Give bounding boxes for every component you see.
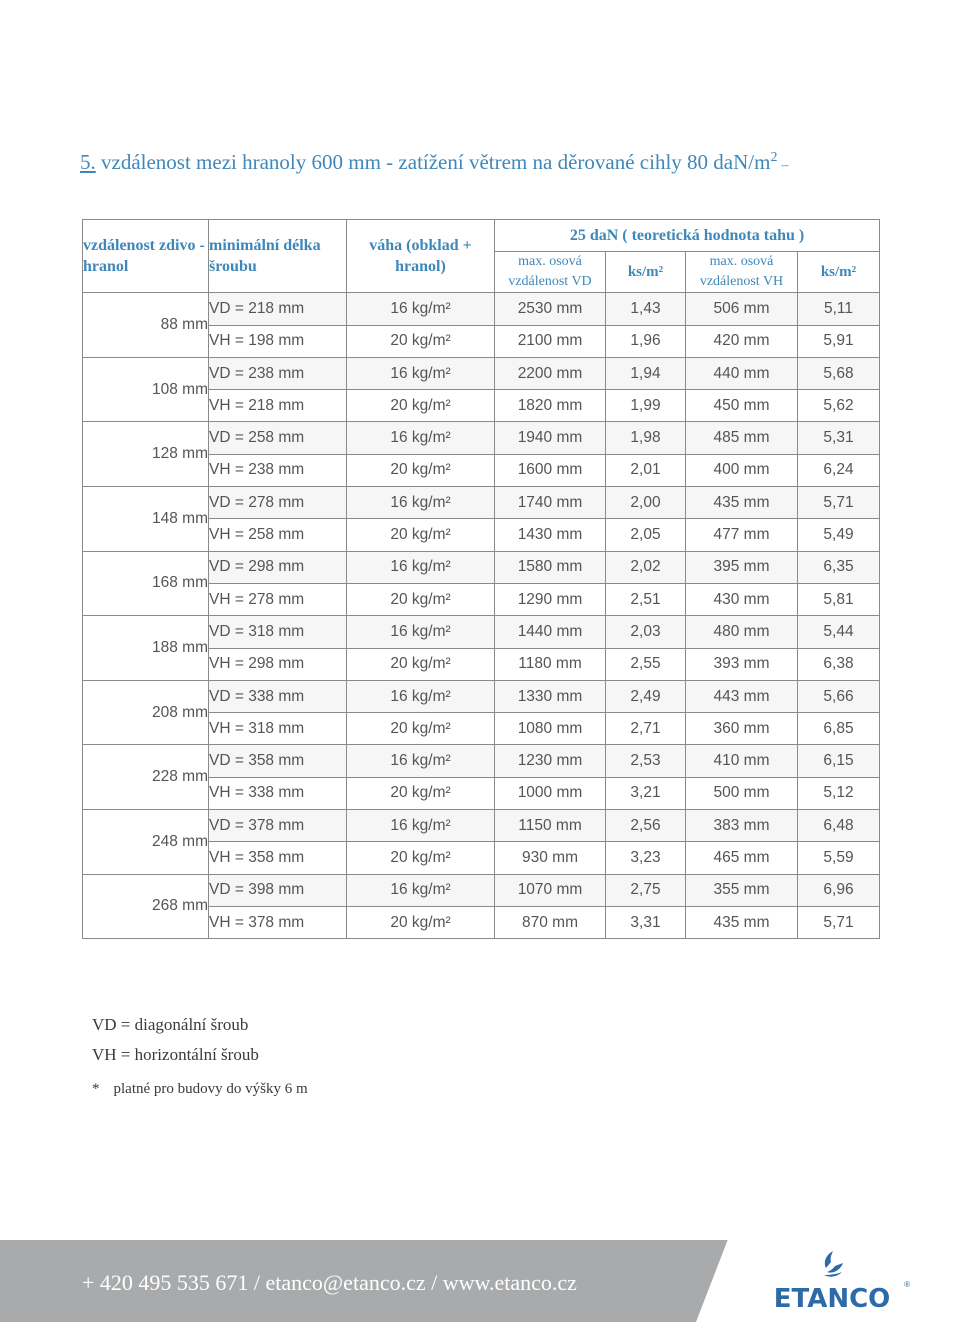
cell-max-vh: 435 mm xyxy=(686,906,798,938)
table-row xyxy=(83,422,880,454)
cell-max-vd: 870 mm xyxy=(495,906,606,938)
cell-vaha: 16 kg/m² xyxy=(347,422,495,454)
cell-min-delka: VD = 318 mm xyxy=(209,616,347,648)
cell-max-vd: 1080 mm xyxy=(495,713,606,745)
cell-max-vd: 1330 mm xyxy=(495,680,606,712)
header-ks-2: ks/m² xyxy=(798,252,880,293)
cell-ks-vd: 2,01 xyxy=(606,454,686,486)
cell-zdivo: 188 mm xyxy=(83,616,209,681)
cell-min-delka: VD = 358 mm xyxy=(209,745,347,777)
legend-vh: VH = horizontální šroub xyxy=(92,1045,259,1064)
cell-max-vd: 2100 mm xyxy=(495,325,606,357)
cell-max-vd: 1440 mm xyxy=(495,616,606,648)
cell-ks-vd: 2,03 xyxy=(606,616,686,648)
title-superscript: 2 xyxy=(770,150,778,165)
cell-zdivo: 228 mm xyxy=(83,745,209,810)
cell-ks-vh: 5,62 xyxy=(798,390,880,422)
cell-vaha: 16 kg/m² xyxy=(347,745,495,777)
header-group: 25 daN ( teoretická hodnota tahu ) xyxy=(495,220,880,252)
cell-min-delka: VH = 298 mm xyxy=(209,648,347,680)
cell-max-vd: 2200 mm xyxy=(495,357,606,389)
cell-zdivo: 128 mm xyxy=(83,422,209,487)
cell-zdivo: 268 mm xyxy=(83,874,209,939)
logo-wordmark: ETANCO xyxy=(773,1284,891,1314)
section-number: 5. xyxy=(80,150,96,174)
cell-min-delka: VH = 278 mm xyxy=(209,583,347,615)
table-row xyxy=(83,680,880,712)
cell-max-vd: 1940 mm xyxy=(495,422,606,454)
cell-vaha: 20 kg/m² xyxy=(347,713,495,745)
cell-vaha: 16 kg/m² xyxy=(347,810,495,842)
cell-ks-vd: 2,56 xyxy=(606,810,686,842)
cell-vaha: 16 kg/m² xyxy=(347,551,495,583)
cell-vaha: 20 kg/m² xyxy=(347,390,495,422)
cell-ks-vd: 2,53 xyxy=(606,745,686,777)
cell-min-delka: VD = 338 mm xyxy=(209,680,347,712)
cell-ks-vd: 3,21 xyxy=(606,777,686,809)
table-row xyxy=(83,616,880,648)
cell-max-vd: 1820 mm xyxy=(495,390,606,422)
cell-vaha: 16 kg/m² xyxy=(347,487,495,519)
cell-ks-vd: 2,55 xyxy=(606,648,686,680)
cell-ks-vh: 6,24 xyxy=(798,454,880,486)
cell-ks-vh: 5,66 xyxy=(798,680,880,712)
cell-vaha: 16 kg/m² xyxy=(347,680,495,712)
etanco-logo-icon xyxy=(762,1250,910,1314)
cell-min-delka: VD = 398 mm xyxy=(209,874,347,906)
table-row xyxy=(83,487,880,519)
cell-vaha: 20 kg/m² xyxy=(347,454,495,486)
cell-vaha: 16 kg/m² xyxy=(347,874,495,906)
cell-ks-vd: 2,51 xyxy=(606,583,686,615)
cell-ks-vh: 6,96 xyxy=(798,874,880,906)
cell-vaha: 20 kg/m² xyxy=(347,906,495,938)
title-trail: – xyxy=(781,158,789,173)
legend-vd: VD = diagonální šroub xyxy=(92,1015,249,1034)
cell-ks-vd: 2,71 xyxy=(606,713,686,745)
cell-vaha: 16 kg/m² xyxy=(347,293,495,325)
table-row xyxy=(83,874,880,906)
cell-ks-vh: 6,38 xyxy=(798,648,880,680)
cell-zdivo: 148 mm xyxy=(83,487,209,552)
cell-max-vh: 485 mm xyxy=(686,422,798,454)
cell-ks-vd: 1,99 xyxy=(606,390,686,422)
cell-max-vd: 1150 mm xyxy=(495,810,606,842)
cell-max-vh: 395 mm xyxy=(686,551,798,583)
cell-ks-vh: 5,44 xyxy=(798,616,880,648)
cell-vaha: 20 kg/m² xyxy=(347,842,495,874)
data-table xyxy=(82,219,880,939)
cell-zdivo: 88 mm xyxy=(83,293,209,358)
cell-max-vh: 450 mm xyxy=(686,390,798,422)
cell-min-delka: VD = 238 mm xyxy=(209,357,347,389)
cell-min-delka: VD = 378 mm xyxy=(209,810,347,842)
cell-ks-vh: 6,48 xyxy=(798,810,880,842)
cell-ks-vh: 5,59 xyxy=(798,842,880,874)
cell-max-vd: 1000 mm xyxy=(495,777,606,809)
cell-ks-vh: 5,81 xyxy=(798,583,880,615)
cell-max-vd: 1290 mm xyxy=(495,583,606,615)
cell-vaha: 20 kg/m² xyxy=(347,583,495,615)
cell-zdivo: 248 mm xyxy=(83,810,209,875)
table-row xyxy=(83,810,880,842)
cell-ks-vd: 1,43 xyxy=(606,293,686,325)
cell-max-vh: 420 mm xyxy=(686,325,798,357)
cell-min-delka: VH = 358 mm xyxy=(209,842,347,874)
cell-ks-vd: 3,23 xyxy=(606,842,686,874)
cell-ks-vd: 2,49 xyxy=(606,680,686,712)
cell-vaha: 16 kg/m² xyxy=(347,357,495,389)
cell-min-delka: VH = 318 mm xyxy=(209,713,347,745)
table-row xyxy=(83,551,880,583)
cell-min-delka: VH = 238 mm xyxy=(209,454,347,486)
cell-min-delka: VH = 218 mm xyxy=(209,390,347,422)
cell-zdivo: 168 mm xyxy=(83,551,209,616)
cell-max-vh: 500 mm xyxy=(686,777,798,809)
cell-max-vh: 383 mm xyxy=(686,810,798,842)
page-title xyxy=(80,150,900,175)
cell-max-vh: 465 mm xyxy=(686,842,798,874)
header-zdivo: vzdálenost zdivo - hranol xyxy=(83,220,209,293)
cell-max-vh: 410 mm xyxy=(686,745,798,777)
cell-max-vd: 1740 mm xyxy=(495,487,606,519)
cell-ks-vd: 1,98 xyxy=(606,422,686,454)
cell-min-delka: VH = 338 mm xyxy=(209,777,347,809)
logo-registered: ® xyxy=(904,1280,910,1289)
cell-max-vd: 1180 mm xyxy=(495,648,606,680)
legend-note-text: platné pro budovy do výšky 6 m xyxy=(113,1081,308,1097)
cell-ks-vd: 2,75 xyxy=(606,874,686,906)
cell-zdivo: 208 mm xyxy=(83,680,209,745)
cell-max-vd: 930 mm xyxy=(495,842,606,874)
cell-vaha: 16 kg/m² xyxy=(347,616,495,648)
cell-max-vh: 400 mm xyxy=(686,454,798,486)
cell-vaha: 20 kg/m² xyxy=(347,648,495,680)
cell-ks-vd: 2,00 xyxy=(606,487,686,519)
cell-max-vh: 480 mm xyxy=(686,616,798,648)
cell-ks-vh: 5,91 xyxy=(798,325,880,357)
footer-bar xyxy=(0,1240,960,1322)
cell-ks-vh: 6,35 xyxy=(798,551,880,583)
cell-max-vh: 477 mm xyxy=(686,519,798,551)
cell-min-delka: VH = 198 mm xyxy=(209,325,347,357)
cell-ks-vh: 5,68 xyxy=(798,357,880,389)
cell-max-vh: 430 mm xyxy=(686,583,798,615)
cell-max-vd: 1600 mm xyxy=(495,454,606,486)
cell-min-delka: VD = 298 mm xyxy=(209,551,347,583)
cell-max-vd: 1070 mm xyxy=(495,874,606,906)
cell-min-delka: VH = 258 mm xyxy=(209,519,347,551)
legend-star: * xyxy=(92,1081,100,1097)
cell-max-vh: 443 mm xyxy=(686,680,798,712)
header-vaha: váha (obklad + hranol) xyxy=(347,220,495,293)
legend-note xyxy=(92,1081,308,1098)
table-row xyxy=(83,293,880,325)
cell-ks-vh: 5,71 xyxy=(798,487,880,519)
table-body xyxy=(83,293,880,939)
cell-ks-vh: 5,31 xyxy=(798,422,880,454)
cell-min-delka: VD = 218 mm xyxy=(209,293,347,325)
cell-ks-vd: 2,02 xyxy=(606,551,686,583)
cell-ks-vh: 5,49 xyxy=(798,519,880,551)
cell-vaha: 20 kg/m² xyxy=(347,777,495,809)
cell-ks-vh: 5,11 xyxy=(798,293,880,325)
cell-min-delka: VH = 378 mm xyxy=(209,906,347,938)
cell-max-vh: 360 mm xyxy=(686,713,798,745)
cell-max-vh: 355 mm xyxy=(686,874,798,906)
cell-ks-vd: 3,31 xyxy=(606,906,686,938)
cell-min-delka: VD = 258 mm xyxy=(209,422,347,454)
cell-max-vh: 506 mm xyxy=(686,293,798,325)
cell-ks-vh: 6,85 xyxy=(798,713,880,745)
header-ks-1: ks/m² xyxy=(606,252,686,293)
cell-ks-vh: 5,71 xyxy=(798,906,880,938)
cell-vaha: 20 kg/m² xyxy=(347,519,495,551)
cell-min-delka: VD = 278 mm xyxy=(209,487,347,519)
cell-ks-vh: 5,12 xyxy=(798,777,880,809)
table-row xyxy=(83,745,880,777)
cell-max-vd: 1430 mm xyxy=(495,519,606,551)
cell-max-vh: 393 mm xyxy=(686,648,798,680)
cell-max-vd: 1230 mm xyxy=(495,745,606,777)
cell-max-vd: 2530 mm xyxy=(495,293,606,325)
table-row xyxy=(83,357,880,389)
footer-contact: + 420 495 535 671 / etanco@etanco.cz / www.etanco.cz xyxy=(82,1270,577,1295)
cell-ks-vh: 6,15 xyxy=(798,745,880,777)
title-text: vzdálenost mezi hranoly 600 mm - zatížení větrem na děrované cihly 80 daN/m xyxy=(101,150,771,174)
header-max-vd: max. osová vzdálenost VD xyxy=(495,252,606,293)
header-max-vh: max. osová vzdálenost VH xyxy=(686,252,798,293)
cell-ks-vd: 1,94 xyxy=(606,357,686,389)
header-min-delka: minimální délka šroubu xyxy=(209,220,347,293)
cell-max-vd: 1580 mm xyxy=(495,551,606,583)
cell-ks-vd: 2,05 xyxy=(606,519,686,551)
logo-mark-icon xyxy=(820,1250,846,1280)
cell-ks-vd: 1,96 xyxy=(606,325,686,357)
cell-vaha: 20 kg/m² xyxy=(347,325,495,357)
cell-max-vh: 435 mm xyxy=(686,487,798,519)
cell-zdivo: 108 mm xyxy=(83,357,209,422)
cell-max-vh: 440 mm xyxy=(686,357,798,389)
